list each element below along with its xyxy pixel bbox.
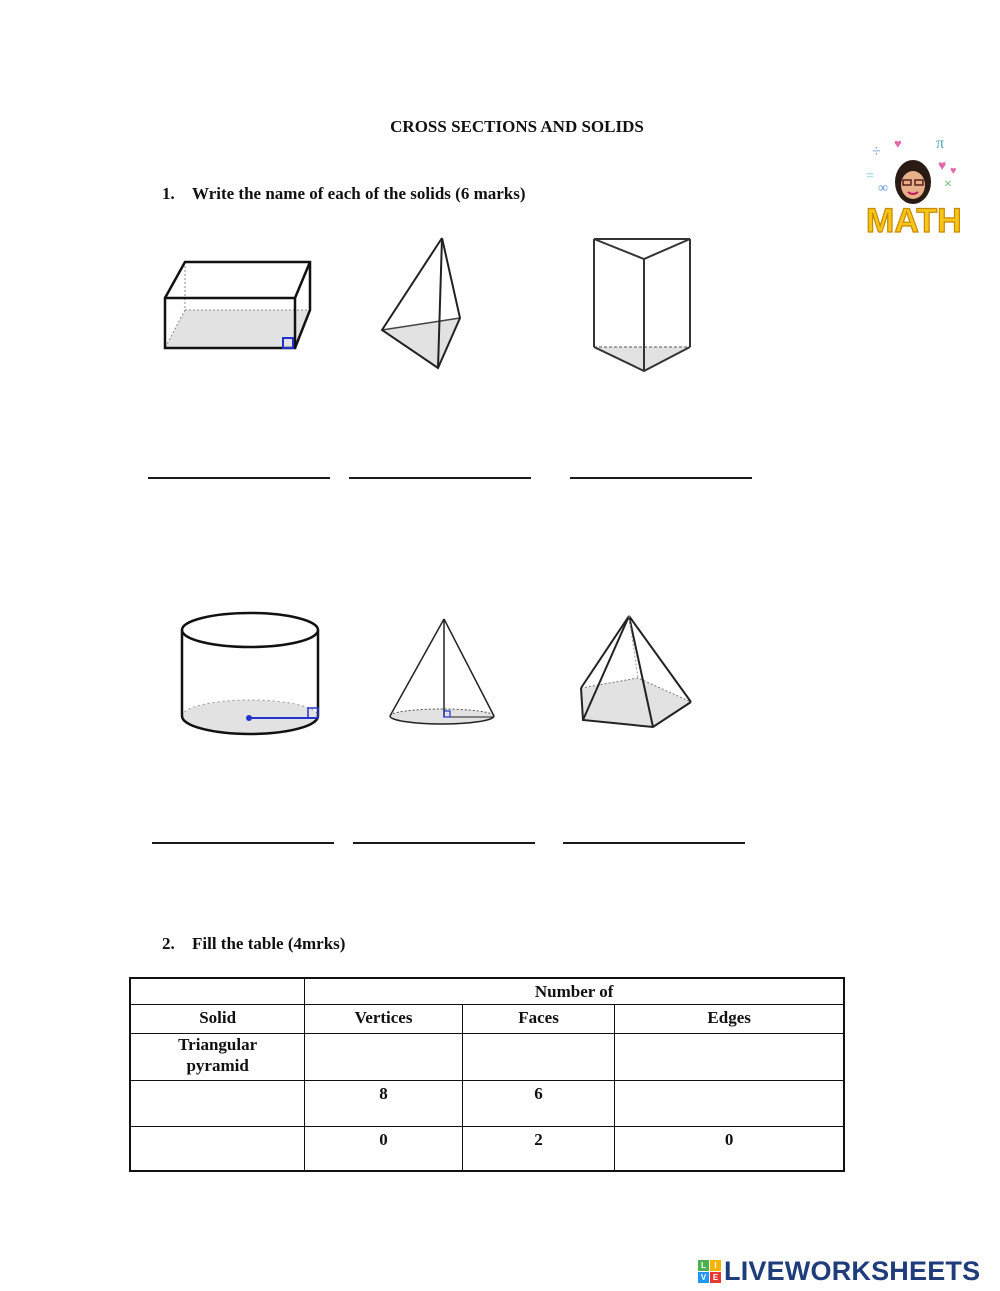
header-vertices: Vertices [305, 1005, 463, 1034]
table-group-header: Number of [305, 978, 844, 1005]
question-2-text: Fill the table (4mrks) [192, 934, 346, 953]
question-1 [162, 184, 526, 204]
cell-vertices[interactable] [305, 1034, 463, 1081]
svg-text:=: = [866, 169, 874, 184]
cell-faces[interactable] [462, 1034, 615, 1081]
cell-faces: 6 [462, 1081, 615, 1127]
question-2 [162, 934, 345, 954]
triangular-prism-figure [588, 233, 698, 383]
question-1-text: Write the name of each of the solids (6 marks) [192, 184, 526, 203]
header-solid: Solid [130, 1005, 305, 1034]
svg-text:π: π [936, 135, 945, 152]
logo-text: LIVEWORKSHEETS [724, 1256, 981, 1286]
cone-figure [388, 616, 498, 733]
page-title: CROSS SECTIONS AND SOLIDS [390, 117, 644, 136]
live-logo-icon: L I V E [698, 1260, 721, 1283]
question-2-number: 2. [162, 934, 175, 953]
svg-text:♥: ♥ [938, 159, 947, 174]
cell-solid[interactable] [130, 1081, 305, 1127]
answer-blank-3[interactable] [570, 477, 752, 479]
cell-edges[interactable] [615, 1081, 844, 1127]
svg-text:∞: ∞ [878, 181, 888, 196]
cell-solid: Triangular pyramid [130, 1034, 305, 1081]
answer-blank-2[interactable] [349, 477, 531, 479]
answer-blank-4[interactable] [152, 842, 334, 844]
header-faces: Faces [462, 1005, 615, 1034]
cell-solid[interactable] [130, 1127, 305, 1171]
table-row [130, 1081, 844, 1127]
pentagonal-pyramid-figure [578, 612, 698, 742]
liveworksheets-logo [698, 1256, 980, 1287]
question-1-number: 1. [162, 184, 175, 203]
cylinder-figure [178, 608, 328, 748]
cell-faces: 2 [462, 1127, 615, 1171]
cell-edges: 0 [615, 1127, 844, 1171]
answer-blank-5[interactable] [353, 842, 535, 844]
divide-icon: ÷ [872, 143, 881, 160]
svg-text:MATH: MATH [866, 202, 962, 240]
cell-vertices: 8 [305, 1081, 463, 1127]
answer-blank-1[interactable] [148, 477, 330, 479]
table-empty-corner [130, 978, 305, 1005]
answer-blank-6[interactable] [563, 842, 745, 844]
rectangular-prism-figure [160, 258, 320, 363]
table-row [130, 1034, 844, 1081]
svg-text:×: × [944, 177, 952, 192]
cell-vertices: 0 [305, 1127, 463, 1171]
svg-text:♥: ♥ [950, 165, 957, 177]
cell-edges[interactable] [615, 1034, 844, 1081]
math-avatar-image [858, 130, 968, 242]
svg-text:♥: ♥ [894, 136, 902, 151]
table-header-row [130, 1005, 844, 1034]
header-edges: Edges [615, 1005, 844, 1034]
solids-table [129, 977, 845, 1172]
table-group-header-row [130, 978, 844, 1005]
triangular-pyramid-figure [378, 230, 498, 380]
table-row [130, 1127, 844, 1171]
